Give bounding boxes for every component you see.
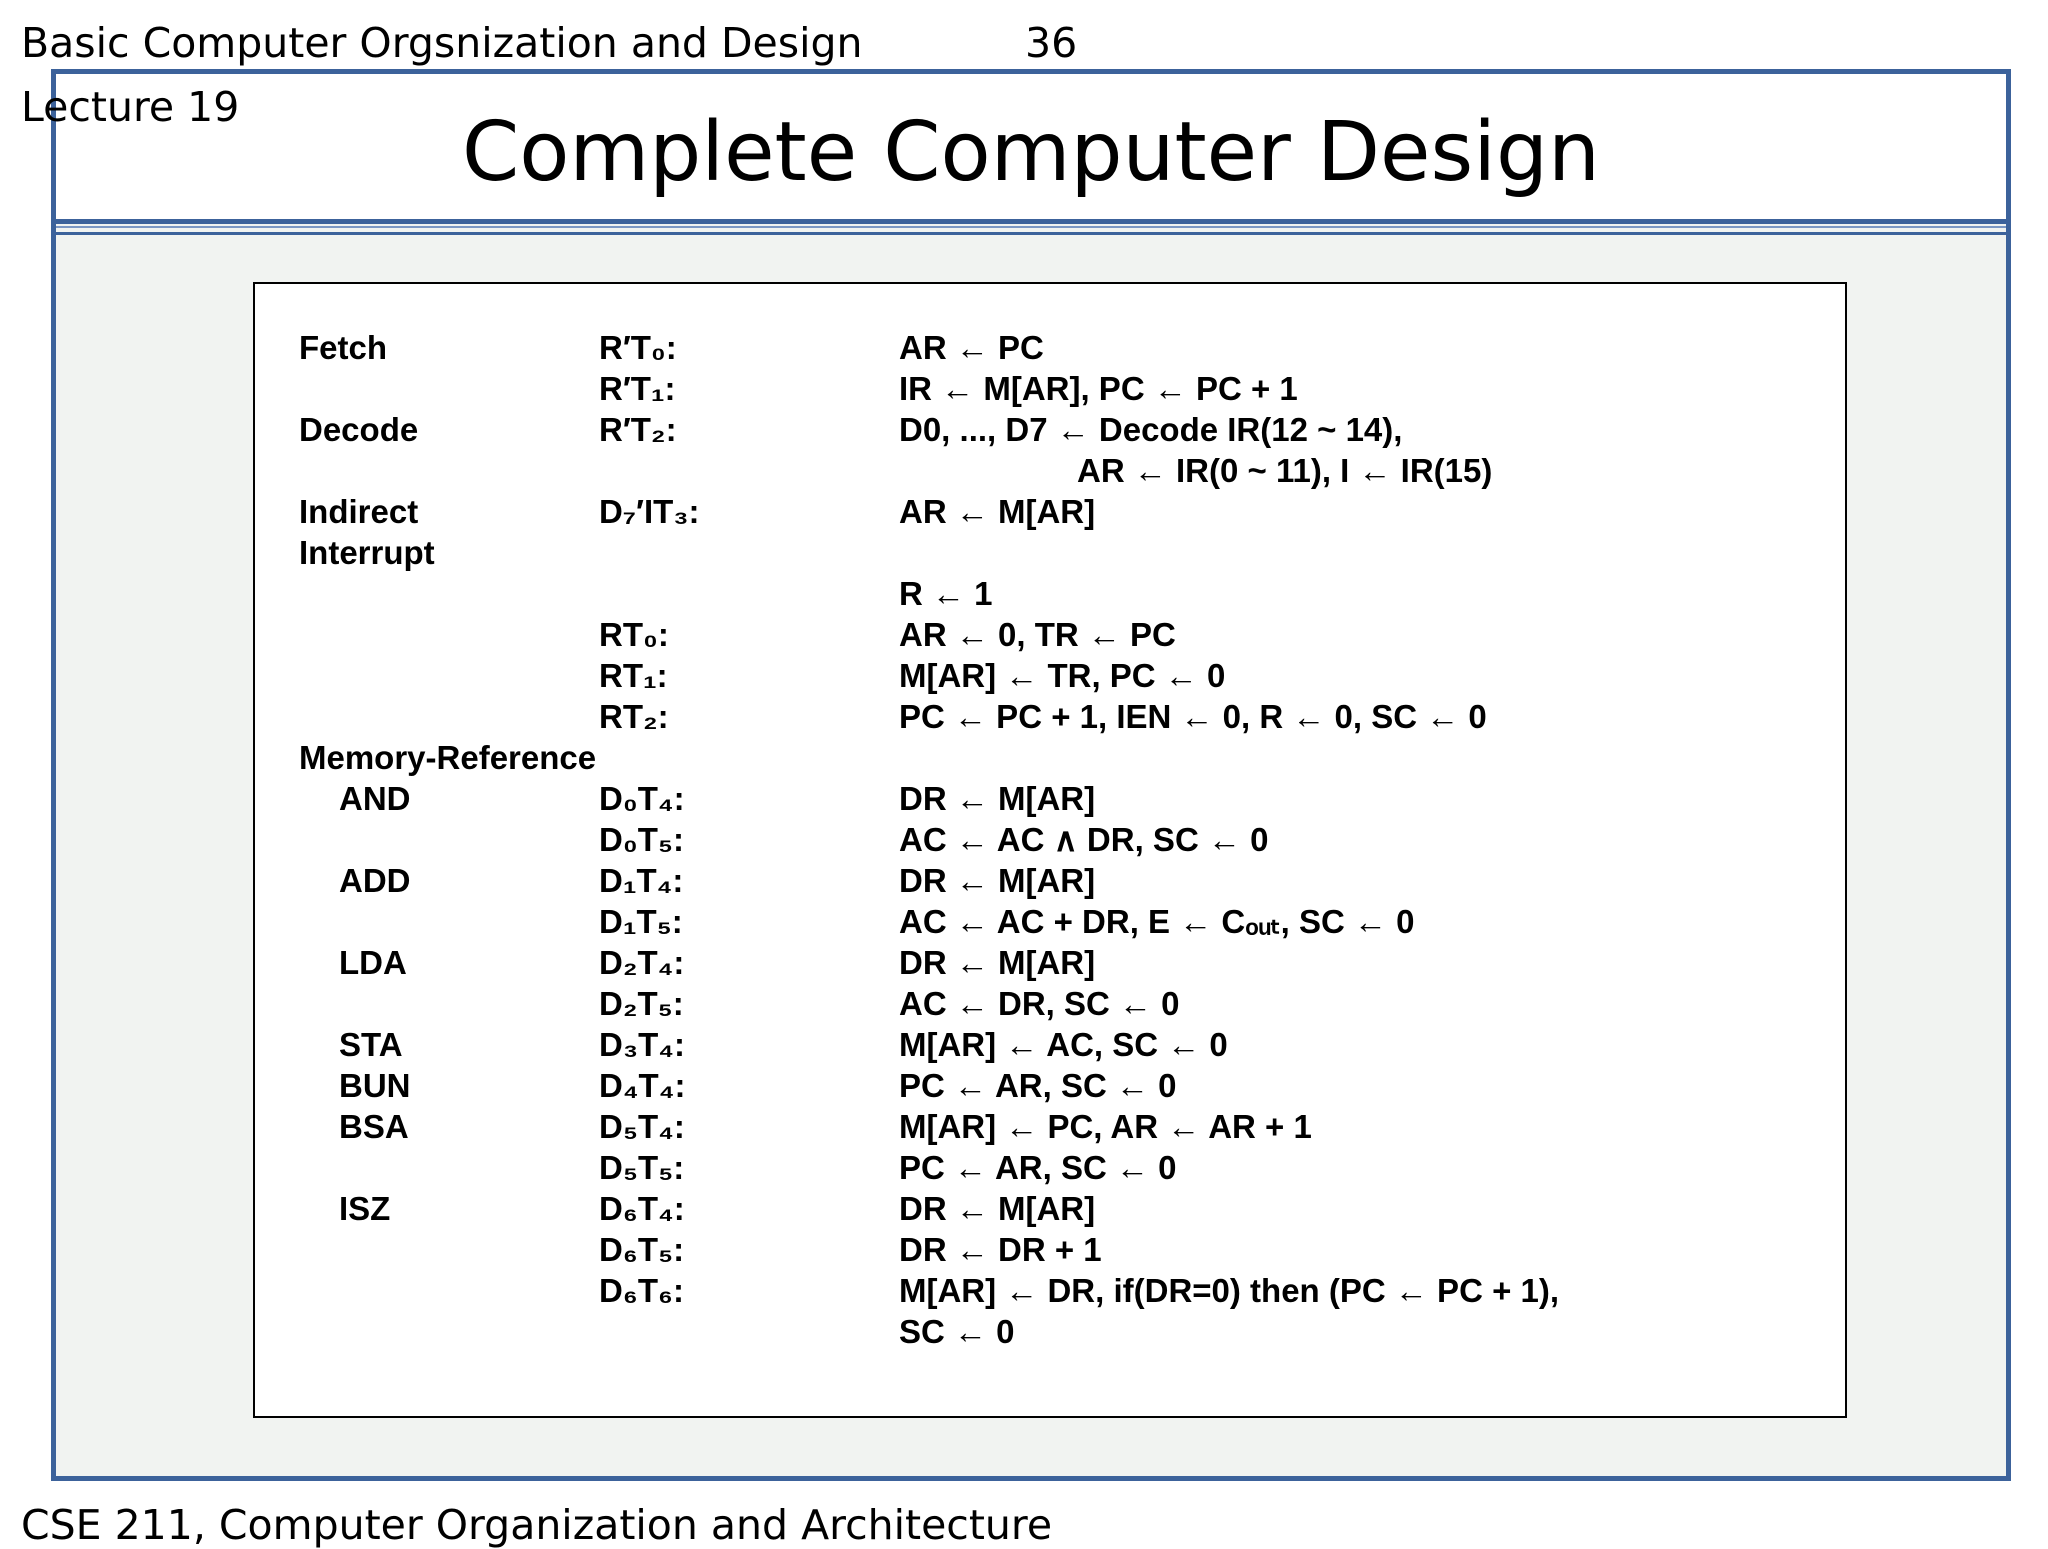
micro-operation: SC ← 0 [899,1313,1015,1350]
control-condition: D₄T₄: [599,1067,686,1104]
micro-operation: M[AR] ← PC, AR ← AR + 1 [899,1108,1312,1145]
control-condition: D₂T₅: [599,985,684,1022]
section-label: BSA [339,1108,409,1145]
table-row [255,1189,1845,1229]
table-row [255,369,1845,409]
table-row [255,656,1845,696]
control-condition: D₂T₄: [599,944,685,981]
control-condition: R′T₂: [599,411,677,448]
micro-operation: M[AR] ← TR, PC ← 0 [899,657,1226,694]
micro-operation: AR ← IR(0 ~ 11), I ← IR(15) [1077,452,1493,489]
table-row [255,410,1845,450]
control-condition: D₃T₄: [599,1026,685,1063]
table-row [255,943,1845,983]
control-condition: D₆T₄: [599,1190,685,1227]
table-row [255,1148,1845,1188]
table-row [255,984,1845,1024]
section-label: Interrupt [299,534,435,571]
micro-operation: AC ← DR, SC ← 0 [899,985,1180,1022]
title-divider-lower [56,232,2006,235]
section-label: Fetch [299,329,388,366]
footer-course-name: CSE 211, Computer Organization and Architecture [21,1501,1053,1549]
table-row [255,328,1845,368]
section-label: AND [339,780,411,817]
micro-operation: D0, ..., D7 ← Decode IR(12 ~ 14), [899,411,1403,448]
section-label: BUN [339,1067,411,1104]
table-row [255,820,1845,860]
control-condition: D₅T₄: [599,1108,685,1145]
section-label: ADD [339,862,411,899]
micro-operation: AR ← 0, TR ← PC [899,616,1176,653]
micro-operation: DR ← M[AR] [899,1190,1096,1227]
micro-operation: PC ← PC + 1, IEN ← 0, R ← 0, SC ← 0 [899,698,1487,735]
section-label: ISZ [339,1190,391,1227]
micro-operation: DR ← M[AR] [899,780,1096,817]
control-condition: R′T₁: [599,370,676,407]
section-label: STA [339,1026,403,1063]
control-condition: D₀T₅: [599,821,684,858]
section-label: LDA [339,944,407,981]
micro-operation: M[AR] ← DR, if(DR=0) then (PC ← PC + 1), [899,1272,1560,1309]
control-condition: RT₀: [599,616,669,653]
control-condition: D₁T₄: [599,862,684,899]
control-condition: D₇′IT₃: [599,493,700,530]
slide-title: Complete Computer Design [461,105,1601,200]
table-row [255,1107,1845,1147]
micro-operation: PC ← AR, SC ← 0 [899,1149,1177,1186]
table-row [255,738,1845,778]
slide-frame [51,69,2011,1481]
table-row [255,533,1845,573]
table-row [255,779,1845,819]
micro-operation: AC ← AC ∧ DR, SC ← 0 [899,821,1269,858]
micro-operation: DR ← M[AR] [899,862,1096,899]
control-condition: RT₂: [599,698,669,735]
table-row [255,1230,1845,1270]
micro-operation: M[AR] ← AC, SC ← 0 [899,1026,1228,1063]
micro-operation: IR ← M[AR], PC ← PC + 1 [899,370,1298,407]
control-condition: RT₁: [599,657,668,694]
rtl-table [253,282,1847,1418]
table-row [255,861,1845,901]
control-condition: D₅T₅: [599,1149,685,1186]
table-row [255,615,1845,655]
table-row [255,1271,1845,1311]
title-divider-thin [56,226,2006,228]
micro-operation: DR ← DR + 1 [899,1231,1102,1268]
table-row [255,451,1845,491]
section-label: Memory-Reference [299,739,597,776]
micro-operation: DR ← M[AR] [899,944,1096,981]
table-row [255,697,1845,737]
control-condition: D₁T₅: [599,903,683,940]
table-row [255,574,1845,614]
table-row [255,1312,1845,1352]
table-row [255,492,1845,532]
table-row [255,1025,1845,1065]
micro-operation: AC ← AC + DR, E ← Cₒᵤₜ, SC ← 0 [899,903,1415,940]
section-label: Indirect [299,493,419,530]
course-title: Basic Computer Orgsnization and Design [21,19,863,67]
title-divider [56,219,2006,224]
section-label: Decode [299,411,419,448]
micro-operation: AR ← M[AR] [899,493,1096,530]
micro-operation: AR ← PC [899,329,1044,366]
micro-operation: R ← 1 [899,575,993,612]
micro-operation: PC ← AR, SC ← 0 [899,1067,1177,1104]
table-row [255,902,1845,942]
control-condition: D₆T₆: [599,1272,684,1309]
slide-number: 36 [1025,19,1078,67]
control-condition: D₀T₄: [599,780,685,817]
table-row [255,1066,1845,1106]
lecture-label: Lecture 19 [21,83,240,131]
control-condition: D₆T₅: [599,1231,685,1268]
control-condition: R′T₀: [599,329,677,366]
